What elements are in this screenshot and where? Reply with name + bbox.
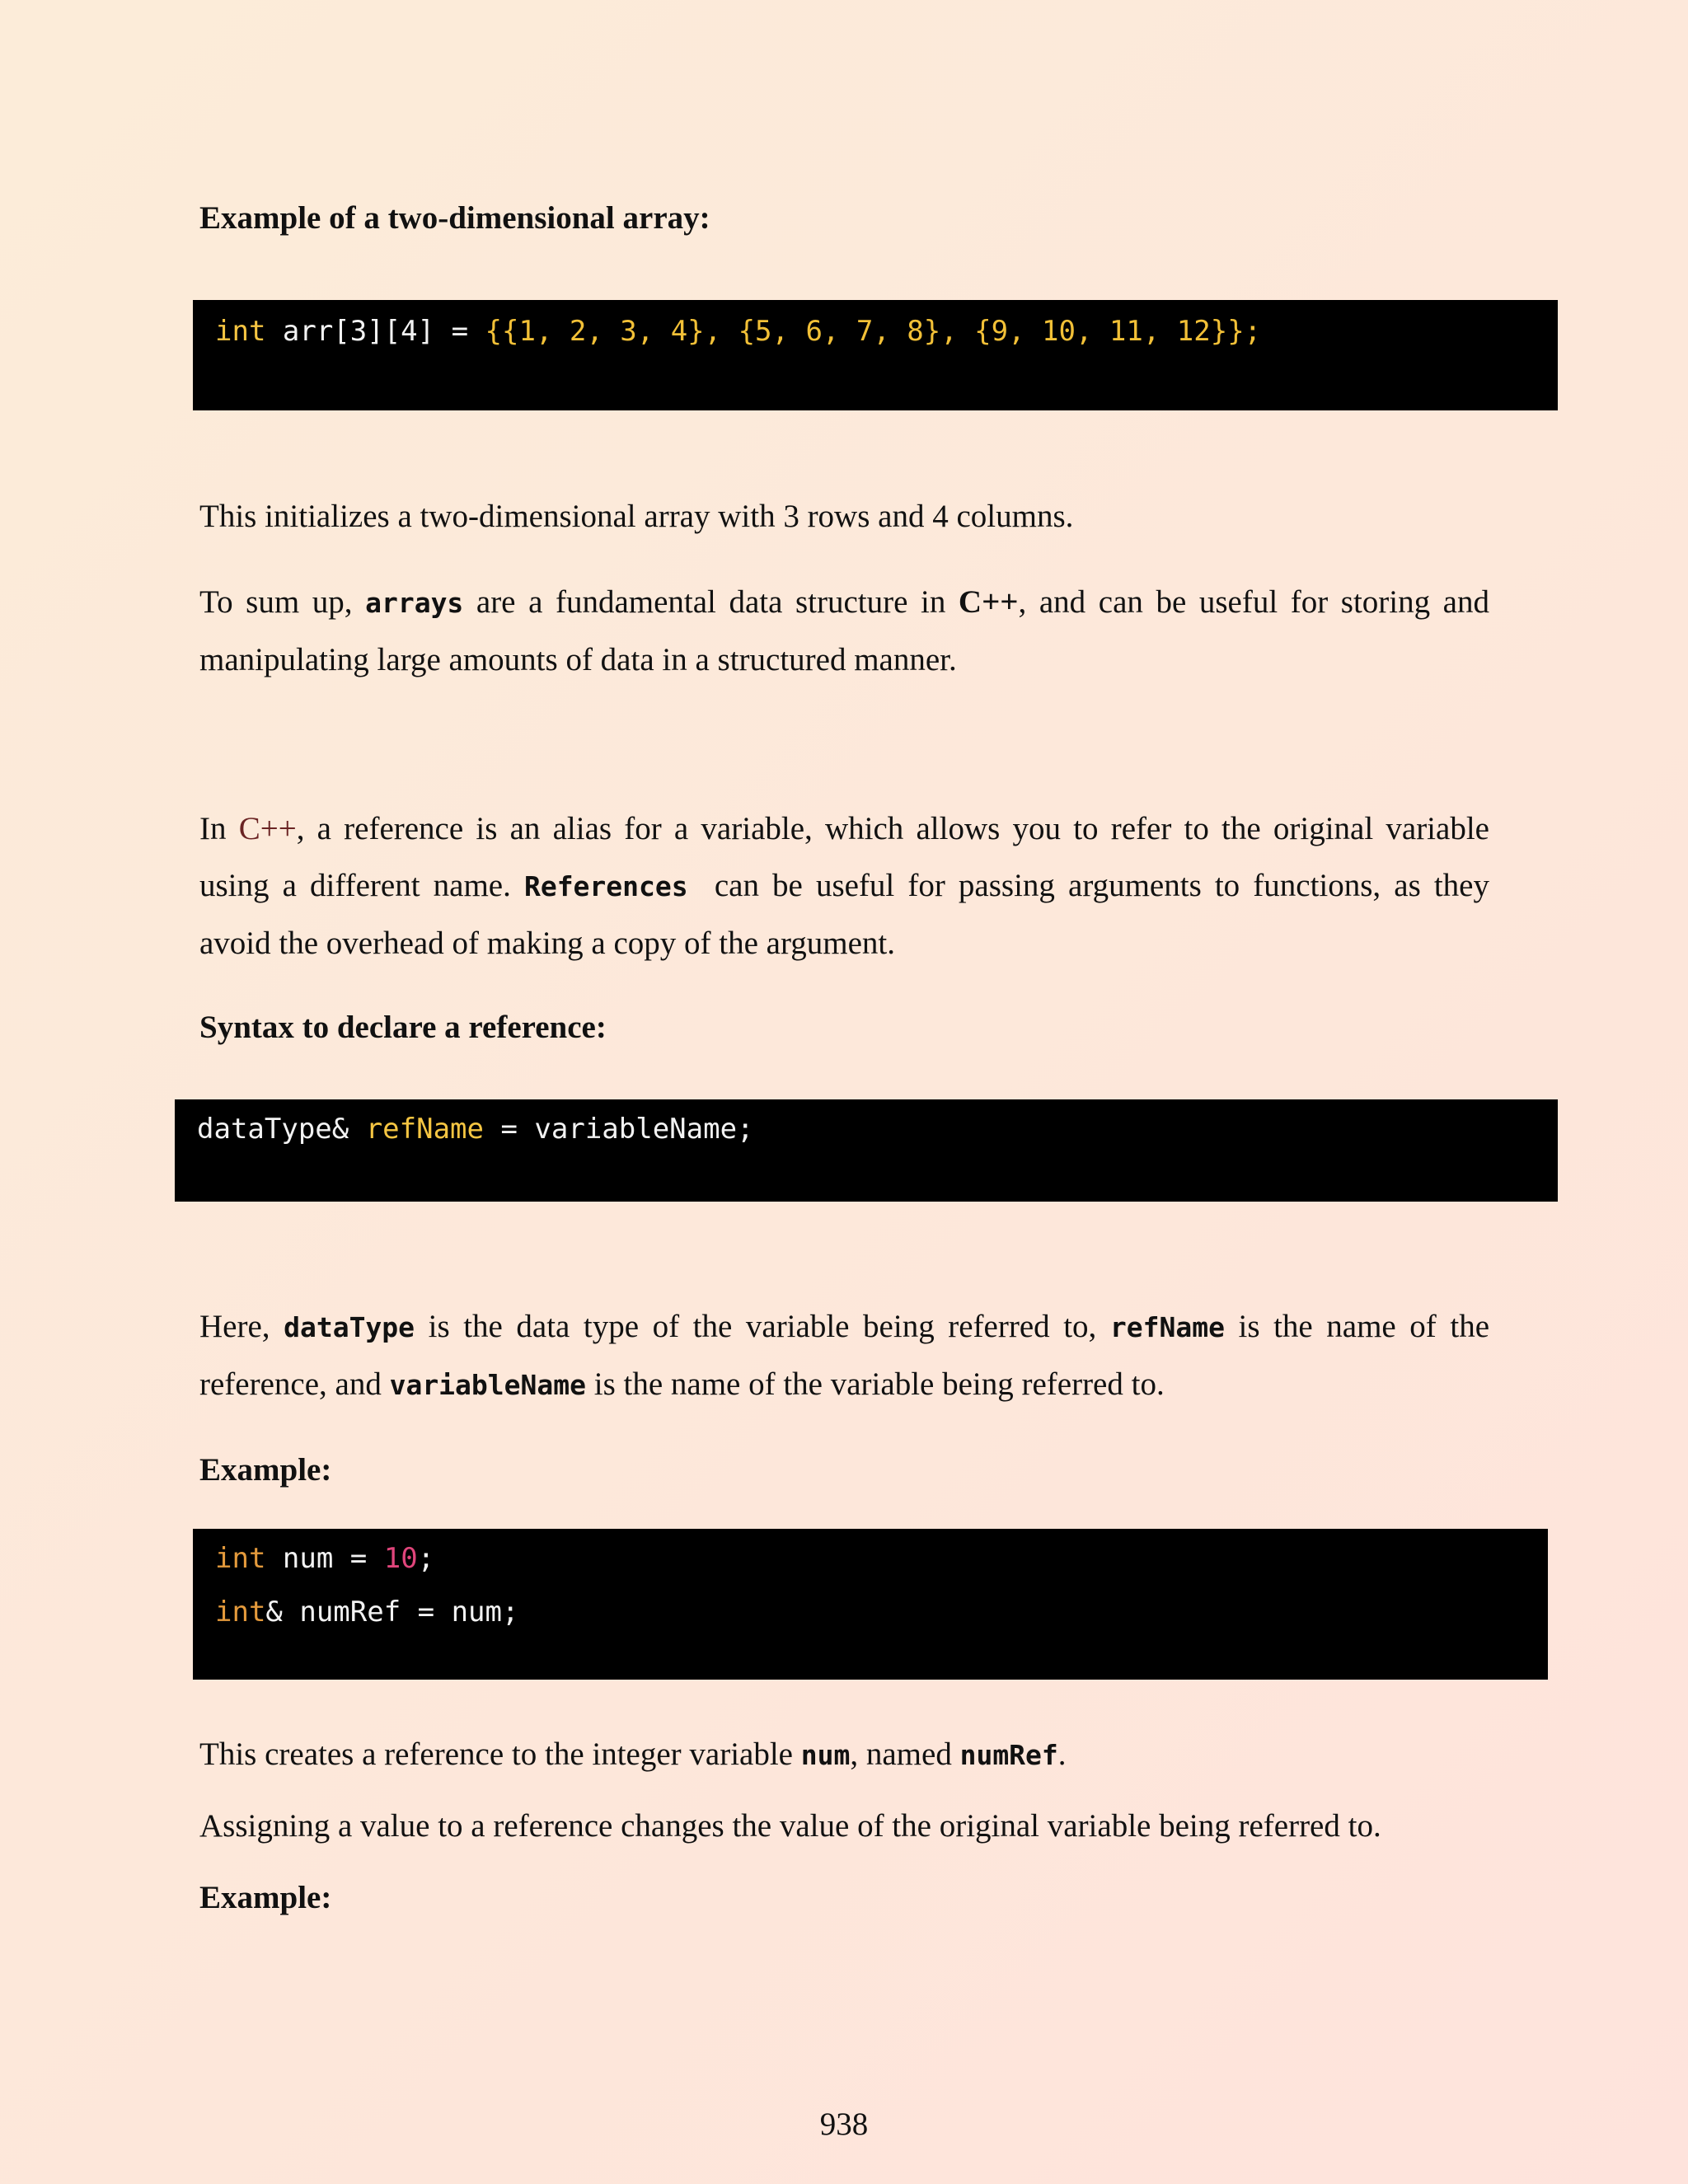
code-initializer: {{1, 2, 3, 4}, {5, 6, 7, 8}, {9, 10, 11, 12}};	[485, 315, 1262, 348]
code-line-1	[215, 1540, 434, 1577]
text-span: using a different name.	[199, 868, 524, 903]
text-span: is the data type of the variable being referred to,	[415, 1309, 1110, 1344]
inline-code-numref: numRef	[959, 1739, 1058, 1771]
code-keyword-int: int	[215, 1542, 266, 1575]
heading-example-2: Example:	[199, 1880, 332, 1915]
heading-example-1: Example:	[199, 1452, 332, 1488]
code-keyword-int: int	[215, 1596, 266, 1629]
text-span: Here,	[199, 1309, 284, 1344]
code-line-reference-syntax	[197, 1111, 754, 1147]
paragraph-assigning-value: Assigning a value to a reference changes the value of the original variable being referred to.	[199, 1808, 1381, 1844]
text-span: , a reference is an alias for a variable, which allows you to refer to the original variable	[296, 811, 1489, 846]
paragraph-creates-reference	[199, 1726, 1489, 1783]
paragraph-line	[199, 574, 1489, 631]
code-block-reference-syntax	[175, 1099, 1558, 1202]
code-block-2d-array	[193, 300, 1558, 410]
page-number: 938	[819, 2107, 869, 2142]
paragraph-here-explanation	[199, 1298, 1489, 1413]
code-text: dataType&	[197, 1113, 366, 1146]
inline-code-datatype: dataType	[284, 1311, 415, 1343]
code-line-2d-array	[215, 313, 1261, 349]
paragraph-line	[199, 857, 1489, 915]
code-keyword-int: int	[215, 315, 266, 348]
heading-syntax-reference: Syntax to declare a reference:	[199, 1010, 607, 1045]
text-span: .	[1057, 1736, 1067, 1772]
text-span: are a fundamental data structure in	[463, 584, 959, 620]
code-text: arr[3][4] =	[265, 315, 485, 348]
cpp-term: C++	[958, 584, 1019, 620]
code-text: & numRef = num;	[265, 1596, 519, 1629]
paragraph-line: manipulating large amounts of data in a structured manner.	[199, 642, 957, 677]
heading-2d-array-example: Example of a two-dimensional array:	[199, 200, 710, 236]
paragraph-line: avoid the overhead of making a copy of the argument.	[199, 926, 896, 961]
code-text: ;	[417, 1542, 435, 1575]
paragraph-initializes: This initializes a two-dimensional array with 3 rows and 4 columns.	[199, 499, 1074, 534]
paragraph-line	[199, 1356, 1489, 1413]
paragraph-line	[199, 1298, 1489, 1356]
text-span: is the name of the	[1224, 1309, 1490, 1344]
text-span: This creates a reference to the integer variable	[199, 1736, 801, 1772]
paragraph-sum-up	[199, 574, 1489, 688]
paragraph-line	[199, 800, 1489, 857]
paragraph-reference-definition	[199, 800, 1489, 972]
code-number-literal: 10	[383, 1542, 418, 1575]
inline-code-references: References	[523, 870, 688, 902]
inline-code-refname: refName	[1109, 1311, 1225, 1343]
text-span: In	[199, 811, 239, 846]
inline-code-variablename: variableName	[389, 1369, 586, 1401]
text-span: , and can be useful for storing and	[1018, 584, 1489, 620]
text-span: is the name of the variable being referred to.	[586, 1366, 1165, 1402]
text-span: reference, and	[199, 1366, 390, 1402]
code-block-reference-example	[193, 1529, 1548, 1680]
text-span: To sum up,	[199, 584, 366, 620]
text-span: , named	[850, 1736, 960, 1772]
inline-code-num: num	[800, 1739, 851, 1771]
code-text: num =	[265, 1542, 384, 1575]
inline-code-arrays: arrays	[365, 587, 464, 619]
code-text: = variableName;	[484, 1113, 754, 1146]
code-ref-name: refName	[365, 1113, 484, 1146]
code-line-2	[215, 1594, 518, 1630]
cpp-term: C++	[238, 811, 297, 846]
text-span: can be useful for passing arguments to functions, as they	[687, 868, 1489, 903]
